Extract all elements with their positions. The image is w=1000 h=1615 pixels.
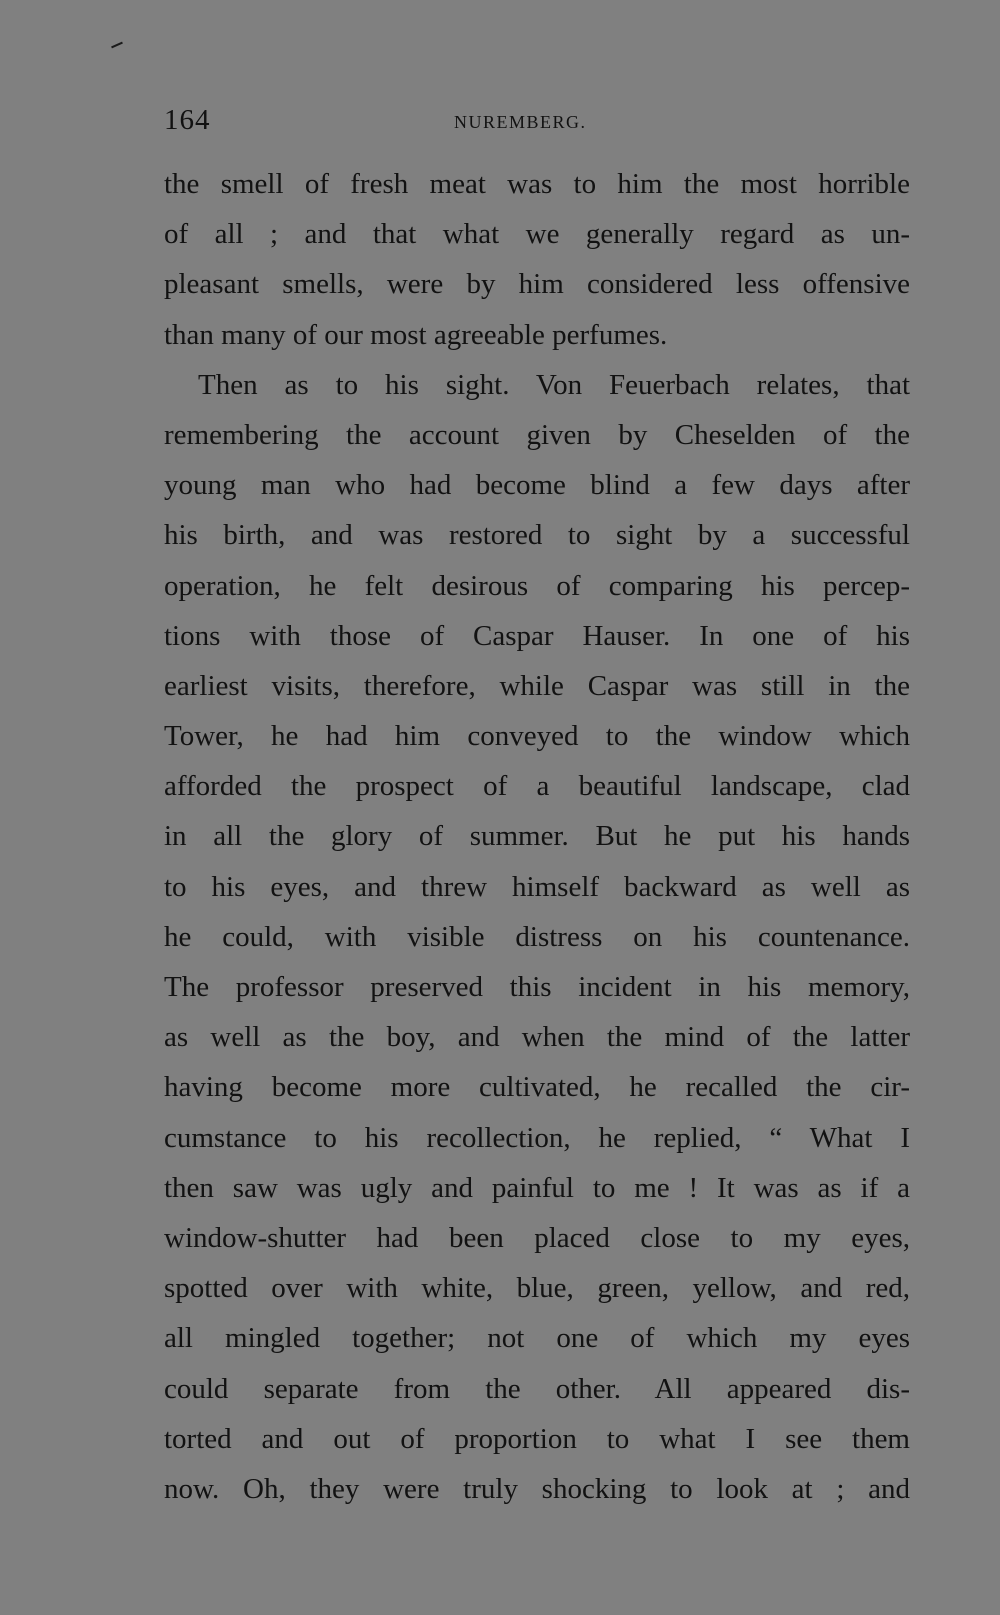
text-line: to his eyes, and threw himself backward as well as bbox=[164, 870, 910, 903]
page-number: 164 bbox=[164, 104, 211, 136]
text-line: window-shutter had been placed close to my eyes, bbox=[164, 1221, 910, 1254]
text-line: pleasant smells, were by him considered less offensive bbox=[164, 268, 910, 301]
text-line: his birth, and was restored to sight by a successful bbox=[164, 519, 910, 552]
text-line: the smell of fresh meat was to him the most horrible bbox=[164, 168, 910, 200]
running-title: NUREMBERG. bbox=[454, 112, 587, 132]
text-line: of all ; and that what we generally regard as un- bbox=[164, 218, 910, 251]
text-line: Then as to his sight. Von Feuerbach relates, that bbox=[198, 368, 910, 401]
text-line: operation, he felt desirous of comparing his percep- bbox=[164, 569, 910, 602]
text-line: all mingled together; not one of which my eyes bbox=[164, 1322, 910, 1355]
text-line: afforded the prospect of a beautiful landscape, clad bbox=[164, 770, 910, 803]
text-line: than many of our most agreeable perfumes. bbox=[164, 318, 668, 351]
text-line: torted and out of proportion to what I see them bbox=[164, 1422, 910, 1455]
text-line: Tower, he had him conveyed to the window which bbox=[164, 720, 910, 753]
text-line: then saw was ugly and painful to me ! It was as if a bbox=[164, 1171, 910, 1204]
text-line: cumstance to his recollection, he replied, “ What I bbox=[164, 1121, 910, 1154]
text-line: remembering the account given by Cheselden of the bbox=[164, 418, 910, 451]
text-line: tions with those of Caspar Hauser. In one of his bbox=[164, 619, 910, 652]
text-line: The professor preserved this incident in his memory, bbox=[164, 971, 910, 1003]
text-line: earliest visits, therefore, while Caspar was still in the bbox=[164, 669, 910, 702]
text-line: now. Oh, they were truly shocking to look at ; and bbox=[164, 1472, 910, 1505]
text-line: spotted over with white, blue, green, yellow, and red, bbox=[164, 1272, 910, 1305]
running-head bbox=[164, 104, 910, 138]
text-line: in all the glory of summer. But he put his hands bbox=[164, 820, 910, 853]
text-line: he could, with visible distress on his countenance. bbox=[164, 920, 910, 953]
text-line: could separate from the other. All appeared dis- bbox=[164, 1372, 910, 1405]
ink-mark bbox=[111, 42, 123, 49]
text-line: as well as the boy, and when the mind of the latter bbox=[164, 1021, 910, 1054]
text-line: young man who had become blind a few days after bbox=[164, 469, 910, 502]
body-text bbox=[164, 159, 910, 1514]
text-line: having become more cultivated, he recalled the cir- bbox=[164, 1071, 910, 1104]
